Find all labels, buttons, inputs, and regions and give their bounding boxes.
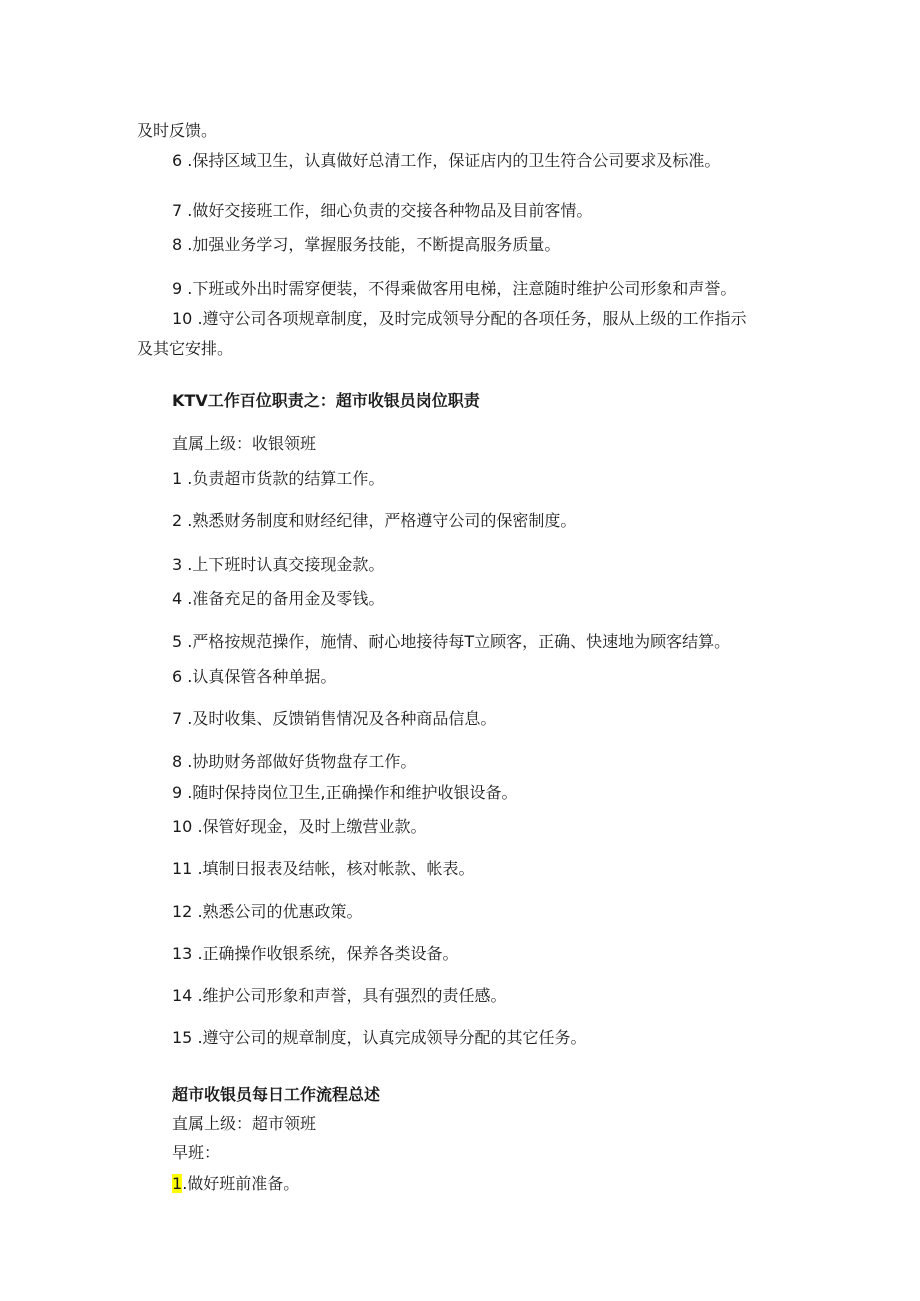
item-number: 2: [172, 511, 183, 530]
item-number: 10: [172, 817, 193, 836]
item-text: .准备充足的备用金及零钱。: [187, 589, 385, 608]
list-item: [172, 783, 517, 803]
highlighted-item-number: 1: [172, 1174, 183, 1193]
section-heading: 超市收银员每日工作流程总述: [172, 1085, 381, 1104]
list-item: [172, 511, 576, 531]
item-text: .认真保管各种单据。: [187, 667, 337, 686]
list-item: [172, 859, 475, 879]
item-text: .随时保持岗位卫生,正确操作和维护收银设备。: [187, 783, 518, 802]
list-item: [172, 902, 363, 922]
item-text: .保持区域卫生，认真做好总清工作，保证店内的卫生符合公司要求及标准。: [187, 151, 721, 170]
continuation-text: 及时反馈。: [137, 121, 218, 140]
list-item: [172, 1174, 299, 1194]
list-item: [172, 469, 384, 489]
item-text: .严格按规范操作，施情、耐心地接待每T立顾客，正确、快速地为顾客结算。: [187, 632, 731, 651]
item-number: 5: [172, 632, 183, 651]
item-number: 4: [172, 589, 183, 608]
shift-label: 早班：: [172, 1143, 221, 1162]
list-item: [172, 151, 720, 171]
item-number: 9: [172, 279, 183, 298]
list-item: [172, 752, 416, 772]
superior-label: 直属上级：收银领班: [172, 434, 317, 453]
item-text: .负责超市货款的结算工作。: [187, 469, 385, 488]
list-item: [172, 201, 592, 221]
item-text: .协助财务部做好货物盘存工作。: [187, 752, 417, 771]
list-item: [172, 589, 384, 609]
item-text: .熟悉财务制度和财经纪律，严格遵守公司的保密制度。: [187, 511, 577, 530]
item-number: 15: [172, 1028, 193, 1047]
item-number: 8: [172, 752, 183, 771]
item-number: 6: [172, 667, 183, 686]
superior-label: 直属上级：超市领班: [172, 1114, 317, 1133]
list-item: [172, 279, 736, 299]
item-text: .填制日报表及结帐，核对帐款、帐表。: [197, 859, 475, 878]
item-text: .上下班时认真交接现金款。: [187, 555, 385, 574]
list-item: [172, 555, 384, 575]
item-number: 14: [172, 986, 193, 1005]
item-number: 12: [172, 902, 193, 921]
list-item: [172, 1028, 587, 1048]
item-number: 10: [172, 309, 193, 328]
list-item: [172, 667, 336, 687]
item-text: .遵守公司各项规章制度，及时完成领导分配的各项任务，服从上级的工作指示: [197, 309, 747, 328]
item-text: .维护公司形象和声誉，具有强烈的责任感。: [197, 986, 507, 1005]
section-heading: KTV工作百位职责之：超市收银员岗位职责: [172, 391, 480, 410]
item-number: 7: [172, 709, 183, 728]
list-item: [172, 309, 747, 329]
item-text: .做好交接班工作，细心负责的交接各种物品及目前客情。: [187, 201, 593, 220]
item-text: .做好班前准备。: [182, 1174, 300, 1193]
item-text: .及时收集、反馈销售情况及各种商品信息。: [187, 709, 497, 728]
list-item: [172, 632, 730, 652]
item-number: 3: [172, 555, 183, 574]
item-number: 13: [172, 944, 193, 963]
item-number: 8: [172, 235, 183, 254]
item-number: 1: [172, 469, 183, 488]
item-text: .遵守公司的规章制度，认真完成领导分配的其它任务。: [197, 1028, 587, 1047]
item-text: .加强业务学习，掌握服务技能，不断提高服务质量。: [187, 235, 561, 254]
item-text: .熟悉公司的优惠政策。: [197, 902, 363, 921]
list-item: [172, 817, 427, 837]
list-item: [172, 709, 496, 729]
list-item: [172, 986, 507, 1006]
list-item: [172, 235, 560, 255]
item-number: 9: [172, 783, 183, 802]
item-number: 11: [172, 859, 193, 878]
item-text: .正确操作收银系统，保养各类设备。: [197, 944, 459, 963]
list-item-wrap: 及其它安排。: [137, 339, 234, 358]
item-text: .下班或外出时需穿便装，不得乘做客用电梯，注意随时维护公司形象和声誉。: [187, 279, 737, 298]
item-text: .保管好现金，及时上缴营业款。: [197, 817, 427, 836]
list-item: [172, 944, 459, 964]
item-number: 6: [172, 151, 183, 170]
item-number: 7: [172, 201, 183, 220]
